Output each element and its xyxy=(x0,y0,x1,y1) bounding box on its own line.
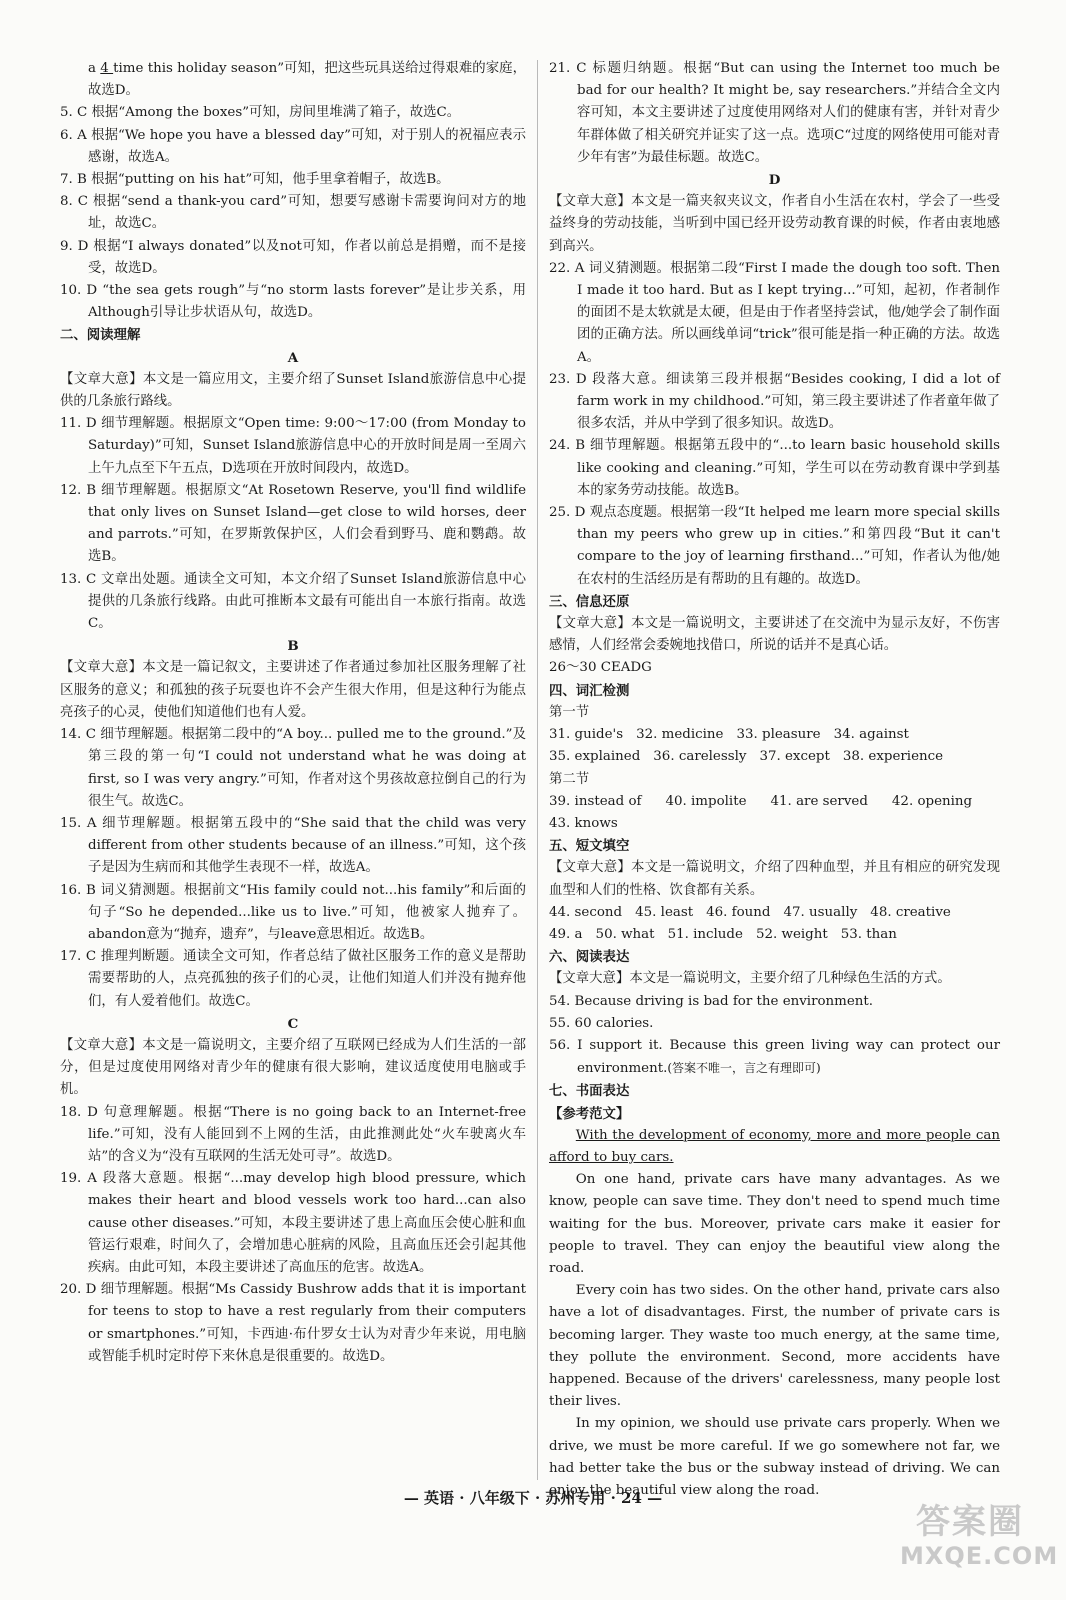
answer-24: 24. B 细节理解题。根据第五段中的“...to learn basic household skills like cooking and cleaning.”可知，学生可以在劳动教育课中学到基本的家务劳动技能。故选B。 xyxy=(549,438,1000,498)
left-column xyxy=(60,58,526,1368)
answers-26-30: 26～30 CEADG xyxy=(549,660,652,676)
essay-paragraph-3: In my opinion, we should use private cars properly. When we drive, we must be more careful. If we go somewhere not far, we had better take the bus or the subway instead of driving. We can enjoy the beautiful view along the road. xyxy=(549,1416,1000,1498)
answer-33: 33. pleasure xyxy=(736,727,821,743)
essay-paragraph-1: On one hand, private cars have many advantages. As we know, people can save time. They don't need to spend much time waiting for the bus. Moreover, private cars make it easier for people to travel. They can enjoy the beautiful view along the road. xyxy=(549,1172,1000,1276)
section-heading-vocab: 四、词汇检测 xyxy=(549,682,630,699)
answer-45: 45. least xyxy=(635,904,694,920)
answer-54: 54. Because driving is bad for the environment. xyxy=(549,993,874,1009)
passage-d-heading: D xyxy=(768,172,781,189)
answer-15: 15. A 细节理解题。根据第五段中的“She said that the child was very different from other students because of an illness.”可知，这个孩子是因为生病而和其他学生表现不一样，故选A。 xyxy=(60,815,526,876)
watermark-logo xyxy=(900,1502,1059,1570)
answer-39: 39. instead of xyxy=(549,793,642,809)
answer-4-continued: a 4 time this holiday season”可知，把这些玩具送给过得艰难的家庭，故选D。 xyxy=(88,61,526,99)
watermark-url: MXQE.COM xyxy=(900,1542,1059,1570)
answer-53: 53. than xyxy=(840,926,897,942)
summary-section-3: 【文章大意】本文是一篇说明文，主要讲述了在交流中为显示友好，不伤害感情，人们经常会委婉地找借口，所说的话并不是真心话。 xyxy=(549,616,1000,654)
answer-46: 46. found xyxy=(706,904,771,920)
answer-9: 9. D 根据“I always donated”以及not可知，作者以前总是捐赠，而不是接受，故选D。 xyxy=(60,238,526,276)
summary-section-5: 【文章大意】本文是一篇说明文，介绍了四种血型，并且有相应的研究发现血型和人们的性格、饮食都有关系。 xyxy=(549,860,1000,898)
answer-56: 56. I support it. Because this green living way can protect our environment.(答案不唯一，言之有理即可) xyxy=(549,1037,1000,1077)
answer-16: 16. B 词义猜测题。根据前文“His family could not...his family”和后面的句子“So he depended...like us to live.”可知，他被家人抛弃了。abandon意为“抛弃，遗弃”，与leave意思相近。故选B。 xyxy=(60,882,526,942)
answer-32: 32. medicine xyxy=(636,727,724,743)
page-footer: — 英语 · 八年级下 · 苏州专用 · 24 — xyxy=(403,1489,663,1507)
cloze-row-1 xyxy=(549,902,1000,924)
answer-42: 42. opening xyxy=(891,793,973,809)
answer-40: 40. impolite xyxy=(665,793,747,809)
answer-6: 6. A 根据“We hope you have a blessed day”可知，对于别人的祝福应表示感谢，故选A。 xyxy=(60,127,526,165)
vocab-row-2 xyxy=(549,746,1000,768)
answer-47: 47. usually xyxy=(783,904,858,920)
answer-37: 37. except xyxy=(759,749,830,765)
section-heading-cloze: 五、短文填空 xyxy=(549,838,630,855)
answer-50: 50. what xyxy=(595,926,655,942)
answer-12: 12. B 细节理解题。根据原文“At Rosetown Reserve, you'll find wildlife that only lives on Sunset Island—get close to wild horses, deer and parrots.”可知，在罗斯敦保护区，人们会看到野马、鹿和鹦鹉。故选B。 xyxy=(60,482,526,565)
vocab-row-3 xyxy=(549,791,1000,813)
answer-41: 41. are served xyxy=(770,793,868,809)
right-column xyxy=(549,58,1000,1502)
section-heading-expression: 六、阅读表达 xyxy=(549,949,630,966)
answer-5: 5. C 根据“Among the boxes”可知，房间里堆满了箱子，故选C。 xyxy=(60,105,461,121)
answer-49: 49. a xyxy=(549,926,583,942)
answer-51: 51. include xyxy=(667,926,743,942)
model-essay-label: 【参考范文】 xyxy=(549,1105,630,1122)
answer-14: 14. C 细节理解题。根据第二段中的“A boy... pulled me to the ground.”及第三段的第一句“I could not understand what he was doing at first, so I was very angry.”可知，作者对这个男孩故意拉倒自己的行为很生气。故选C。 xyxy=(60,727,526,809)
section-heading-writing: 七、书面表达 xyxy=(549,1083,630,1100)
passage-b-heading: B xyxy=(287,638,299,655)
answer-8: 8. C 根据“send a thank-you card”可知，想要写感谢卡需要询问对方的地址，故选C。 xyxy=(60,194,526,232)
answer-55: 55. 60 calories. xyxy=(549,1015,654,1031)
summary-b: 【文章大意】本文是一篇记叙文，主要讲述了作者通过参加社区服务理解了社区服务的意义；和孤独的孩子玩耍也许不会产生很大作用，但是这种行为能点亮孩子的心灵，使他们知道他们也有人爱。 xyxy=(60,660,526,720)
section-heading-reading: 二、阅读理解 xyxy=(60,327,141,344)
answer-35: 35. explained xyxy=(549,749,641,765)
answer-17: 17. C 推理判断题。通读全文可知，作者总结了做社区服务工作的意义是帮助需要帮助的人，点亮孤独的孩子们的心灵，让他们知道人们并没有抛弃他们，有人爱着他们。故选C。 xyxy=(60,949,526,1009)
answer-11: 11. D 细节理解题。根据原文“Open time: 9:00～17:00 (from Monday to Saturday)”可知，Sunset Island旅游信息中心的开放时间是周一至周六上午九点至下午五点，D选项在开放时间段内，故选D。 xyxy=(60,416,526,476)
answer-18: 18. D 句意理解题。根据“There is no going back to an Internet-free life.”可知，没有人能回到不上网的生活，由此推测此处“火车驶离火车站”的含义为“没有互联网的生活无处可寻”。故选D。 xyxy=(60,1104,526,1164)
answer-23: 23. D 段落大意。细读第三段并根据“Besides cooking, I did a lot of farm work in my childhood.”可知，第三段主要讲述了作者童年做了很多农活，并从中学到了很多知识。故选D。 xyxy=(549,371,1000,432)
answer-44: 44. second xyxy=(549,904,623,920)
answer-21: 21. C 标题归纳题。根据“But can using the Internet too much be bad for our health? It might be, say researchers.”并结合全文内容可知，本文主要讲述了过度使用网络对人们的健康有害，并针对青少年群体做了相关研究并证实了这一点。选项C“过度的网络使用可能对青少年有害”为最佳标题。故选C。 xyxy=(549,61,1000,165)
cloze-row-2 xyxy=(549,924,1000,946)
answer-31: 31. guide's xyxy=(549,727,624,743)
essay-paragraph-2: Every coin has two sides. On the other hand, private cars also have a lot of disadvantages. First, the number of private cars is becoming larger. They waste too much energy, at the same time, they pollute the environment. Second, more accidents have happened. Because of the drivers' carelessness, many people lost their lives. xyxy=(549,1283,1000,1410)
passage-c-heading: C xyxy=(287,1015,299,1032)
summary-section-6: 【文章大意】本文是一篇说明文，主要介绍了几种绿色生活的方式。 xyxy=(549,971,951,987)
answer-25: 25. D 观点态度题。根据第一段“It helped me learn more special skills than my peers who grew up in cities.”和第四段“But it can't compare to the joy of learning firsthand...”可知，作者认为他/她在农村的生活经历是有帮助的且有趣的。故选D。 xyxy=(549,505,1000,587)
essay-opening-sentence: With the development of economy, more and more people can afford to buy cars. xyxy=(549,1127,1000,1165)
answer-43: 43. knows xyxy=(549,815,618,831)
answer-13: 13. C 文章出处题。通读全文可知，本文介绍了Sunset Island旅游信息中心提供的几条旅行线路。由此可推断本文最有可能出自一本旅行指南。故选C。 xyxy=(60,571,526,632)
answer-19: 19. A 段落大意题。根据“...may develop high blood pressure, which makes their heart and blood vessels work too hard...can also cause other diseases.”可知，本段主要讲述了患上高血压会使心脏和血管运行艰难，时间久了，会增加患心脏病的风险，且高血压还会引起其他疾病。由此可知，本段主要讲述了高血压的危害。故选A。 xyxy=(60,1171,526,1275)
answer-20: 20. D 细节理解题。根据“Ms Cassidy Bushrow adds that it is important for teens to stop to have a rest regularly from their computers or smartphones.”可知，卡西迪·布什罗女士认为对青少年来说，用电脑或智能手机时定时停下来休息是很重要的。故选D。 xyxy=(60,1282,526,1364)
answer-36: 36. carelessly xyxy=(653,749,747,765)
answer-52: 52. weight xyxy=(755,926,828,942)
summary-a: 【文章大意】本文是一篇应用文，主要介绍了Sunset Island旅游信息中心提供的几条旅行路线。 xyxy=(60,371,526,410)
answer-22: 22. A 词义猜测题。根据第二段“First I made the dough too soft. Then I made it too hard. But as I kept trying...”可知，起初，作者制作的面团不是太软就是太硬，但是由于作者坚持尝试，他/她学会了制作面团的正确方法。所以画线单词“trick”很可能是指一种正确的方法。故选A。 xyxy=(549,260,1000,365)
passage-a-heading: A xyxy=(287,349,299,366)
answer-38: 38. experience xyxy=(842,749,944,765)
summary-d: 【文章大意】本文是一篇夹叙夹议文，作者自小生活在农村，学会了一些受益终身的劳动技能，当听到中国已经开设劳动教育课的时候，作者由衷地感到高兴。 xyxy=(549,194,1000,254)
answer-56-note: (答案不唯一，言之有理即可) xyxy=(667,1061,821,1076)
column-divider xyxy=(537,60,538,1480)
watermark-text: 答案圈 xyxy=(916,1502,1024,1542)
answer-34: 34. against xyxy=(833,727,909,743)
answer-10: 10. D “the sea gets rough”与“no storm lasts forever”是让步关系，用Although引导让步状语从句，故选D。 xyxy=(60,283,526,321)
section-heading-info: 三、信息还原 xyxy=(549,593,630,610)
summary-c: 【文章大意】本文是一篇说明文，主要介绍了互联网已经成为人们生活的一部分，但是过度使用网络对青少年的健康有很大影响，建议适度使用电脑或手机。 xyxy=(60,1037,526,1098)
vocab-row-1 xyxy=(549,724,1000,746)
answer-7: 7. B 根据“putting on his hat”可知，他手里拿着帽子，故选B。 xyxy=(60,172,450,188)
subsection-2: 第二节 xyxy=(549,771,590,787)
subsection-1: 第一节 xyxy=(549,704,590,720)
answer-48: 48. creative xyxy=(870,904,951,920)
